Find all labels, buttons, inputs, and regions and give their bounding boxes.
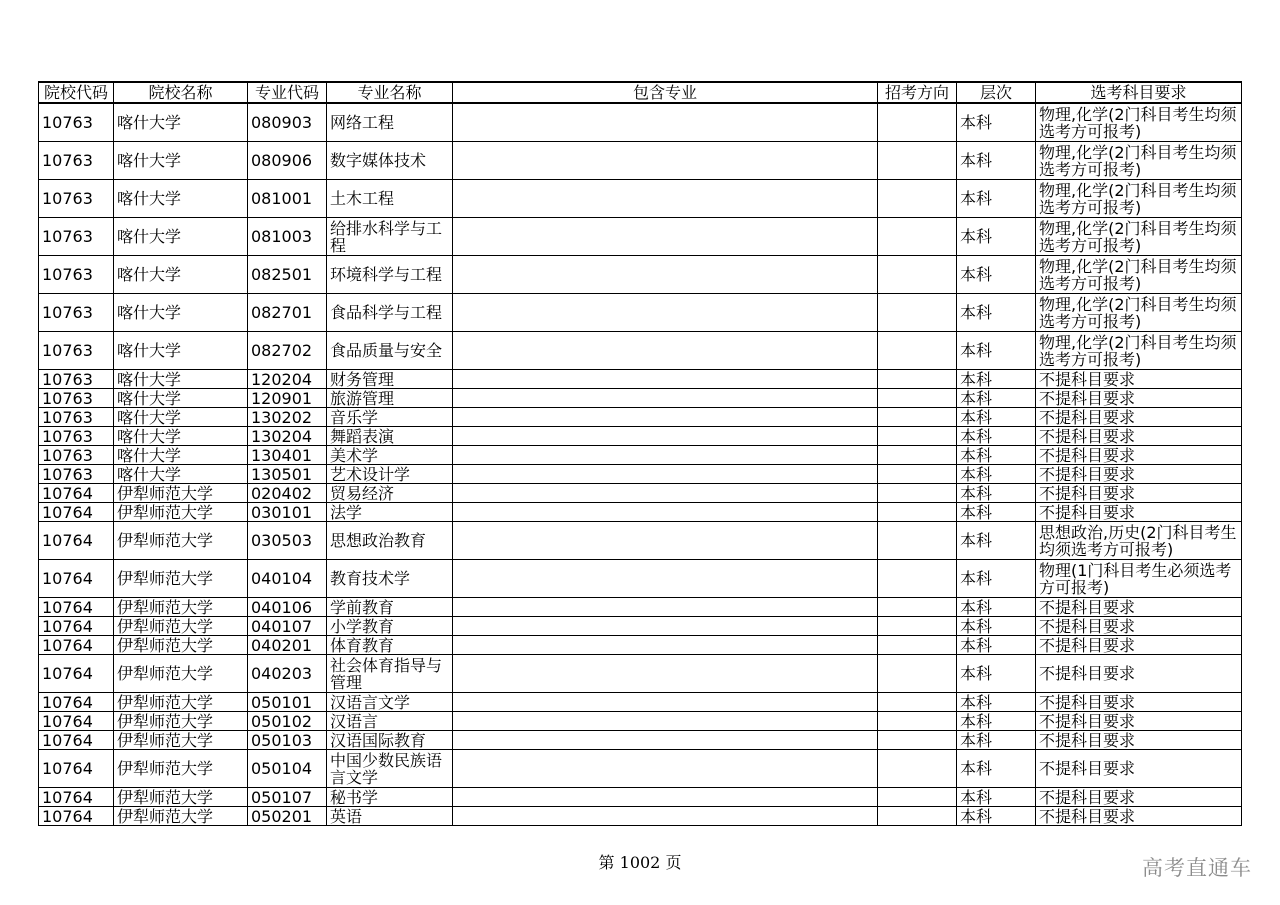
cell-major-name: 给排水科学与工程 <box>327 218 453 256</box>
cell-level: 本科 <box>957 370 1036 389</box>
cell-included-majors <box>453 617 878 636</box>
table-row <box>39 522 1242 560</box>
cell-included-majors <box>453 731 878 750</box>
table-row <box>39 370 1242 389</box>
cell-direction <box>878 693 957 712</box>
cell-school-name: 伊犁师范大学 <box>114 598 248 617</box>
page-number: 第 1002 页 <box>598 853 682 872</box>
cell-school-code: 10764 <box>39 522 114 560</box>
cell-subject-requirement: 物理,化学(2门科目考生均须选考方可报考) <box>1036 332 1242 370</box>
cell-major-name: 贸易经济 <box>327 484 453 503</box>
table-row <box>39 446 1242 465</box>
cell-level: 本科 <box>957 427 1036 446</box>
cell-included-majors <box>453 636 878 655</box>
cell-school-code: 10763 <box>39 408 114 427</box>
table-row <box>39 408 1242 427</box>
cell-school-code: 10763 <box>39 370 114 389</box>
cell-school-code: 10764 <box>39 712 114 731</box>
cell-school-code: 10763 <box>39 294 114 332</box>
cell-major-code: 030503 <box>248 522 327 560</box>
cell-level: 本科 <box>957 332 1036 370</box>
cell-level: 本科 <box>957 731 1036 750</box>
table-row <box>39 560 1242 598</box>
cell-subject-requirement: 物理,化学(2门科目考生均须选考方可报考) <box>1036 103 1242 142</box>
cell-major-name: 美术学 <box>327 446 453 465</box>
table-row <box>39 731 1242 750</box>
cell-major-code: 040104 <box>248 560 327 598</box>
cell-school-name: 喀什大学 <box>114 256 248 294</box>
cell-level: 本科 <box>957 522 1036 560</box>
cell-school-name: 伊犁师范大学 <box>114 731 248 750</box>
table-row <box>39 389 1242 408</box>
cell-school-code: 10764 <box>39 503 114 522</box>
cell-school-name: 伊犁师范大学 <box>114 807 248 826</box>
cell-school-name: 伊犁师范大学 <box>114 636 248 655</box>
header-school-name: 院校名称 <box>114 82 248 103</box>
cell-included-majors <box>453 807 878 826</box>
table-row <box>39 503 1242 522</box>
cell-school-code: 10764 <box>39 617 114 636</box>
cell-included-majors <box>453 560 878 598</box>
cell-direction <box>878 408 957 427</box>
table-row <box>39 103 1242 142</box>
cell-major-name: 学前教育 <box>327 598 453 617</box>
cell-included-majors <box>453 408 878 427</box>
cell-school-code: 10764 <box>39 636 114 655</box>
cell-school-name: 喀什大学 <box>114 446 248 465</box>
table-header-row <box>39 82 1242 103</box>
cell-included-majors <box>453 655 878 693</box>
cell-major-name: 财务管理 <box>327 370 453 389</box>
cell-level: 本科 <box>957 465 1036 484</box>
cell-level: 本科 <box>957 484 1036 503</box>
cell-included-majors <box>453 427 878 446</box>
cell-school-name: 喀什大学 <box>114 294 248 332</box>
header-major-name: 专业名称 <box>327 82 453 103</box>
header-included-majors: 包含专业 <box>453 82 878 103</box>
cell-subject-requirement: 不提科目要求 <box>1036 617 1242 636</box>
cell-included-majors <box>453 142 878 180</box>
cell-major-name: 环境科学与工程 <box>327 256 453 294</box>
cell-level: 本科 <box>957 712 1036 731</box>
cell-level: 本科 <box>957 655 1036 693</box>
cell-level: 本科 <box>957 693 1036 712</box>
cell-school-name: 喀什大学 <box>114 465 248 484</box>
cell-major-name: 网络工程 <box>327 103 453 142</box>
cell-major-code: 050104 <box>248 750 327 788</box>
cell-direction <box>878 522 957 560</box>
cell-school-name: 喀什大学 <box>114 427 248 446</box>
cell-school-code: 10763 <box>39 180 114 218</box>
cell-direction <box>878 712 957 731</box>
cell-included-majors <box>453 465 878 484</box>
cell-major-code: 130202 <box>248 408 327 427</box>
cell-school-code: 10763 <box>39 427 114 446</box>
cell-direction <box>878 731 957 750</box>
cell-major-name: 汉语国际教育 <box>327 731 453 750</box>
cell-subject-requirement: 不提科目要求 <box>1036 788 1242 807</box>
cell-subject-requirement: 不提科目要求 <box>1036 807 1242 826</box>
table-row <box>39 142 1242 180</box>
cell-included-majors <box>453 712 878 731</box>
cell-school-name: 伊犁师范大学 <box>114 503 248 522</box>
cell-direction <box>878 332 957 370</box>
cell-school-code: 10764 <box>39 788 114 807</box>
cell-major-code: 030101 <box>248 503 327 522</box>
cell-included-majors <box>453 332 878 370</box>
cell-major-name: 小学教育 <box>327 617 453 636</box>
cell-major-code: 040201 <box>248 636 327 655</box>
cell-school-name: 伊犁师范大学 <box>114 655 248 693</box>
cell-included-majors <box>453 180 878 218</box>
cell-subject-requirement: 不提科目要求 <box>1036 370 1242 389</box>
table-row <box>39 788 1242 807</box>
cell-level: 本科 <box>957 750 1036 788</box>
table-row <box>39 484 1242 503</box>
cell-subject-requirement: 物理,化学(2门科目考生均须选考方可报考) <box>1036 256 1242 294</box>
cell-school-name: 喀什大学 <box>114 332 248 370</box>
cell-school-code: 10763 <box>39 103 114 142</box>
cell-subject-requirement: 不提科目要求 <box>1036 408 1242 427</box>
table-row <box>39 617 1242 636</box>
cell-major-name: 汉语言 <box>327 712 453 731</box>
cell-subject-requirement: 物理,化学(2门科目考生均须选考方可报考) <box>1036 294 1242 332</box>
cell-subject-requirement: 不提科目要求 <box>1036 712 1242 731</box>
cell-direction <box>878 446 957 465</box>
cell-subject-requirement: 物理(1门科目考生必须选考方可报考) <box>1036 560 1242 598</box>
cell-school-name: 喀什大学 <box>114 180 248 218</box>
cell-direction <box>878 218 957 256</box>
cell-major-code: 050103 <box>248 731 327 750</box>
cell-major-code: 040203 <box>248 655 327 693</box>
cell-school-name: 伊犁师范大学 <box>114 693 248 712</box>
cell-major-name: 艺术设计学 <box>327 465 453 484</box>
cell-included-majors <box>453 294 878 332</box>
cell-subject-requirement: 不提科目要求 <box>1036 446 1242 465</box>
header-school-code: 院校代码 <box>39 82 114 103</box>
cell-included-majors <box>453 446 878 465</box>
cell-direction <box>878 389 957 408</box>
table-row <box>39 598 1242 617</box>
cell-school-code: 10763 <box>39 465 114 484</box>
cell-direction <box>878 750 957 788</box>
cell-subject-requirement: 不提科目要求 <box>1036 693 1242 712</box>
cell-subject-requirement: 不提科目要求 <box>1036 389 1242 408</box>
cell-direction <box>878 180 957 218</box>
admission-table <box>38 81 1242 826</box>
cell-direction <box>878 788 957 807</box>
cell-major-name: 食品科学与工程 <box>327 294 453 332</box>
cell-major-name: 音乐学 <box>327 408 453 427</box>
cell-direction <box>878 655 957 693</box>
cell-level: 本科 <box>957 446 1036 465</box>
cell-school-code: 10764 <box>39 693 114 712</box>
cell-major-name: 中国少数民族语言文学 <box>327 750 453 788</box>
cell-included-majors <box>453 218 878 256</box>
cell-school-name: 伊犁师范大学 <box>114 484 248 503</box>
cell-school-name: 喀什大学 <box>114 218 248 256</box>
cell-major-name: 秘书学 <box>327 788 453 807</box>
cell-included-majors <box>453 750 878 788</box>
cell-major-code: 082501 <box>248 256 327 294</box>
cell-school-name: 伊犁师范大学 <box>114 617 248 636</box>
table-row <box>39 636 1242 655</box>
cell-major-code: 120901 <box>248 389 327 408</box>
cell-major-code: 081003 <box>248 218 327 256</box>
cell-level: 本科 <box>957 218 1036 256</box>
cell-level: 本科 <box>957 788 1036 807</box>
cell-major-name: 思想政治教育 <box>327 522 453 560</box>
header-level: 层次 <box>957 82 1036 103</box>
cell-subject-requirement: 不提科目要求 <box>1036 465 1242 484</box>
cell-included-majors <box>453 788 878 807</box>
cell-direction <box>878 560 957 598</box>
cell-major-code: 080906 <box>248 142 327 180</box>
cell-direction <box>878 427 957 446</box>
cell-major-code: 040107 <box>248 617 327 636</box>
cell-subject-requirement: 物理,化学(2门科目考生均须选考方可报考) <box>1036 218 1242 256</box>
cell-major-name: 汉语言文学 <box>327 693 453 712</box>
cell-major-code: 130501 <box>248 465 327 484</box>
cell-school-code: 10764 <box>39 598 114 617</box>
cell-subject-requirement: 不提科目要求 <box>1036 427 1242 446</box>
cell-major-code: 082702 <box>248 332 327 370</box>
table-row <box>39 655 1242 693</box>
cell-school-code: 10764 <box>39 484 114 503</box>
cell-included-majors <box>453 598 878 617</box>
cell-school-code: 10763 <box>39 332 114 370</box>
cell-major-name: 旅游管理 <box>327 389 453 408</box>
cell-school-code: 10763 <box>39 142 114 180</box>
table-row <box>39 332 1242 370</box>
cell-major-code: 020402 <box>248 484 327 503</box>
cell-level: 本科 <box>957 617 1036 636</box>
cell-included-majors <box>453 256 878 294</box>
cell-school-code: 10764 <box>39 655 114 693</box>
cell-major-code: 050107 <box>248 788 327 807</box>
cell-level: 本科 <box>957 560 1036 598</box>
cell-direction <box>878 636 957 655</box>
table-row <box>39 294 1242 332</box>
cell-school-name: 伊犁师范大学 <box>114 712 248 731</box>
cell-subject-requirement: 不提科目要求 <box>1036 655 1242 693</box>
cell-major-name: 舞蹈表演 <box>327 427 453 446</box>
cell-direction <box>878 256 957 294</box>
cell-direction <box>878 294 957 332</box>
cell-level: 本科 <box>957 256 1036 294</box>
cell-level: 本科 <box>957 180 1036 218</box>
cell-major-code: 130401 <box>248 446 327 465</box>
cell-direction <box>878 807 957 826</box>
cell-level: 本科 <box>957 142 1036 180</box>
cell-school-name: 喀什大学 <box>114 142 248 180</box>
cell-major-code: 050102 <box>248 712 327 731</box>
cell-school-name: 伊犁师范大学 <box>114 788 248 807</box>
cell-included-majors <box>453 389 878 408</box>
cell-included-majors <box>453 503 878 522</box>
cell-school-code: 10764 <box>39 731 114 750</box>
cell-level: 本科 <box>957 294 1036 332</box>
header-subject-requirement: 选考科目要求 <box>1036 82 1242 103</box>
cell-included-majors <box>453 103 878 142</box>
cell-major-name: 社会体育指导与管理 <box>327 655 453 693</box>
table-row <box>39 256 1242 294</box>
table-body <box>39 103 1242 826</box>
cell-direction <box>878 503 957 522</box>
cell-school-code: 10763 <box>39 256 114 294</box>
table-row <box>39 750 1242 788</box>
cell-level: 本科 <box>957 807 1036 826</box>
cell-included-majors <box>453 522 878 560</box>
cell-subject-requirement: 不提科目要求 <box>1036 750 1242 788</box>
cell-level: 本科 <box>957 598 1036 617</box>
cell-level: 本科 <box>957 636 1036 655</box>
cell-school-name: 伊犁师范大学 <box>114 750 248 788</box>
cell-school-code: 10763 <box>39 218 114 256</box>
cell-direction <box>878 103 957 142</box>
cell-major-name: 土木工程 <box>327 180 453 218</box>
cell-included-majors <box>453 370 878 389</box>
cell-major-code: 050201 <box>248 807 327 826</box>
cell-school-name: 喀什大学 <box>114 389 248 408</box>
cell-subject-requirement: 物理,化学(2门科目考生均须选考方可报考) <box>1036 142 1242 180</box>
cell-school-code: 10763 <box>39 389 114 408</box>
cell-major-name: 体育教育 <box>327 636 453 655</box>
cell-major-code: 120204 <box>248 370 327 389</box>
cell-level: 本科 <box>957 389 1036 408</box>
cell-direction <box>878 598 957 617</box>
cell-direction <box>878 142 957 180</box>
cell-major-code: 130204 <box>248 427 327 446</box>
cell-school-name: 伊犁师范大学 <box>114 522 248 560</box>
cell-included-majors <box>453 693 878 712</box>
cell-direction <box>878 617 957 636</box>
cell-major-code: 082701 <box>248 294 327 332</box>
table-row <box>39 427 1242 446</box>
cell-major-name: 食品质量与安全 <box>327 332 453 370</box>
cell-level: 本科 <box>957 503 1036 522</box>
cell-major-name: 英语 <box>327 807 453 826</box>
table-row <box>39 693 1242 712</box>
table-row <box>39 218 1242 256</box>
cell-school-code: 10764 <box>39 807 114 826</box>
cell-school-name: 喀什大学 <box>114 103 248 142</box>
watermark: 高考直通车 <box>1142 856 1252 880</box>
table-row <box>39 807 1242 826</box>
cell-school-name: 伊犁师范大学 <box>114 560 248 598</box>
header-direction: 招考方向 <box>878 82 957 103</box>
header-major-code: 专业代码 <box>248 82 327 103</box>
table-row <box>39 712 1242 731</box>
cell-level: 本科 <box>957 103 1036 142</box>
cell-direction <box>878 465 957 484</box>
cell-major-code: 040106 <box>248 598 327 617</box>
cell-level: 本科 <box>957 408 1036 427</box>
cell-school-code: 10764 <box>39 560 114 598</box>
cell-direction <box>878 484 957 503</box>
cell-included-majors <box>453 484 878 503</box>
cell-major-name: 数字媒体技术 <box>327 142 453 180</box>
cell-subject-requirement: 不提科目要求 <box>1036 598 1242 617</box>
cell-school-name: 喀什大学 <box>114 370 248 389</box>
cell-subject-requirement: 思想政治,历史(2门科目考生均须选考方可报考) <box>1036 522 1242 560</box>
cell-major-code: 081001 <box>248 180 327 218</box>
cell-direction <box>878 370 957 389</box>
cell-subject-requirement: 不提科目要求 <box>1036 636 1242 655</box>
cell-subject-requirement: 不提科目要求 <box>1036 731 1242 750</box>
cell-major-code: 080903 <box>248 103 327 142</box>
cell-major-code: 050101 <box>248 693 327 712</box>
cell-subject-requirement: 不提科目要求 <box>1036 484 1242 503</box>
cell-school-name: 喀什大学 <box>114 408 248 427</box>
cell-major-name: 法学 <box>327 503 453 522</box>
cell-major-name: 教育技术学 <box>327 560 453 598</box>
cell-school-code: 10764 <box>39 750 114 788</box>
cell-subject-requirement: 不提科目要求 <box>1036 503 1242 522</box>
table-row <box>39 180 1242 218</box>
table-row <box>39 465 1242 484</box>
cell-subject-requirement: 物理,化学(2门科目考生均须选考方可报考) <box>1036 180 1242 218</box>
cell-school-code: 10763 <box>39 446 114 465</box>
